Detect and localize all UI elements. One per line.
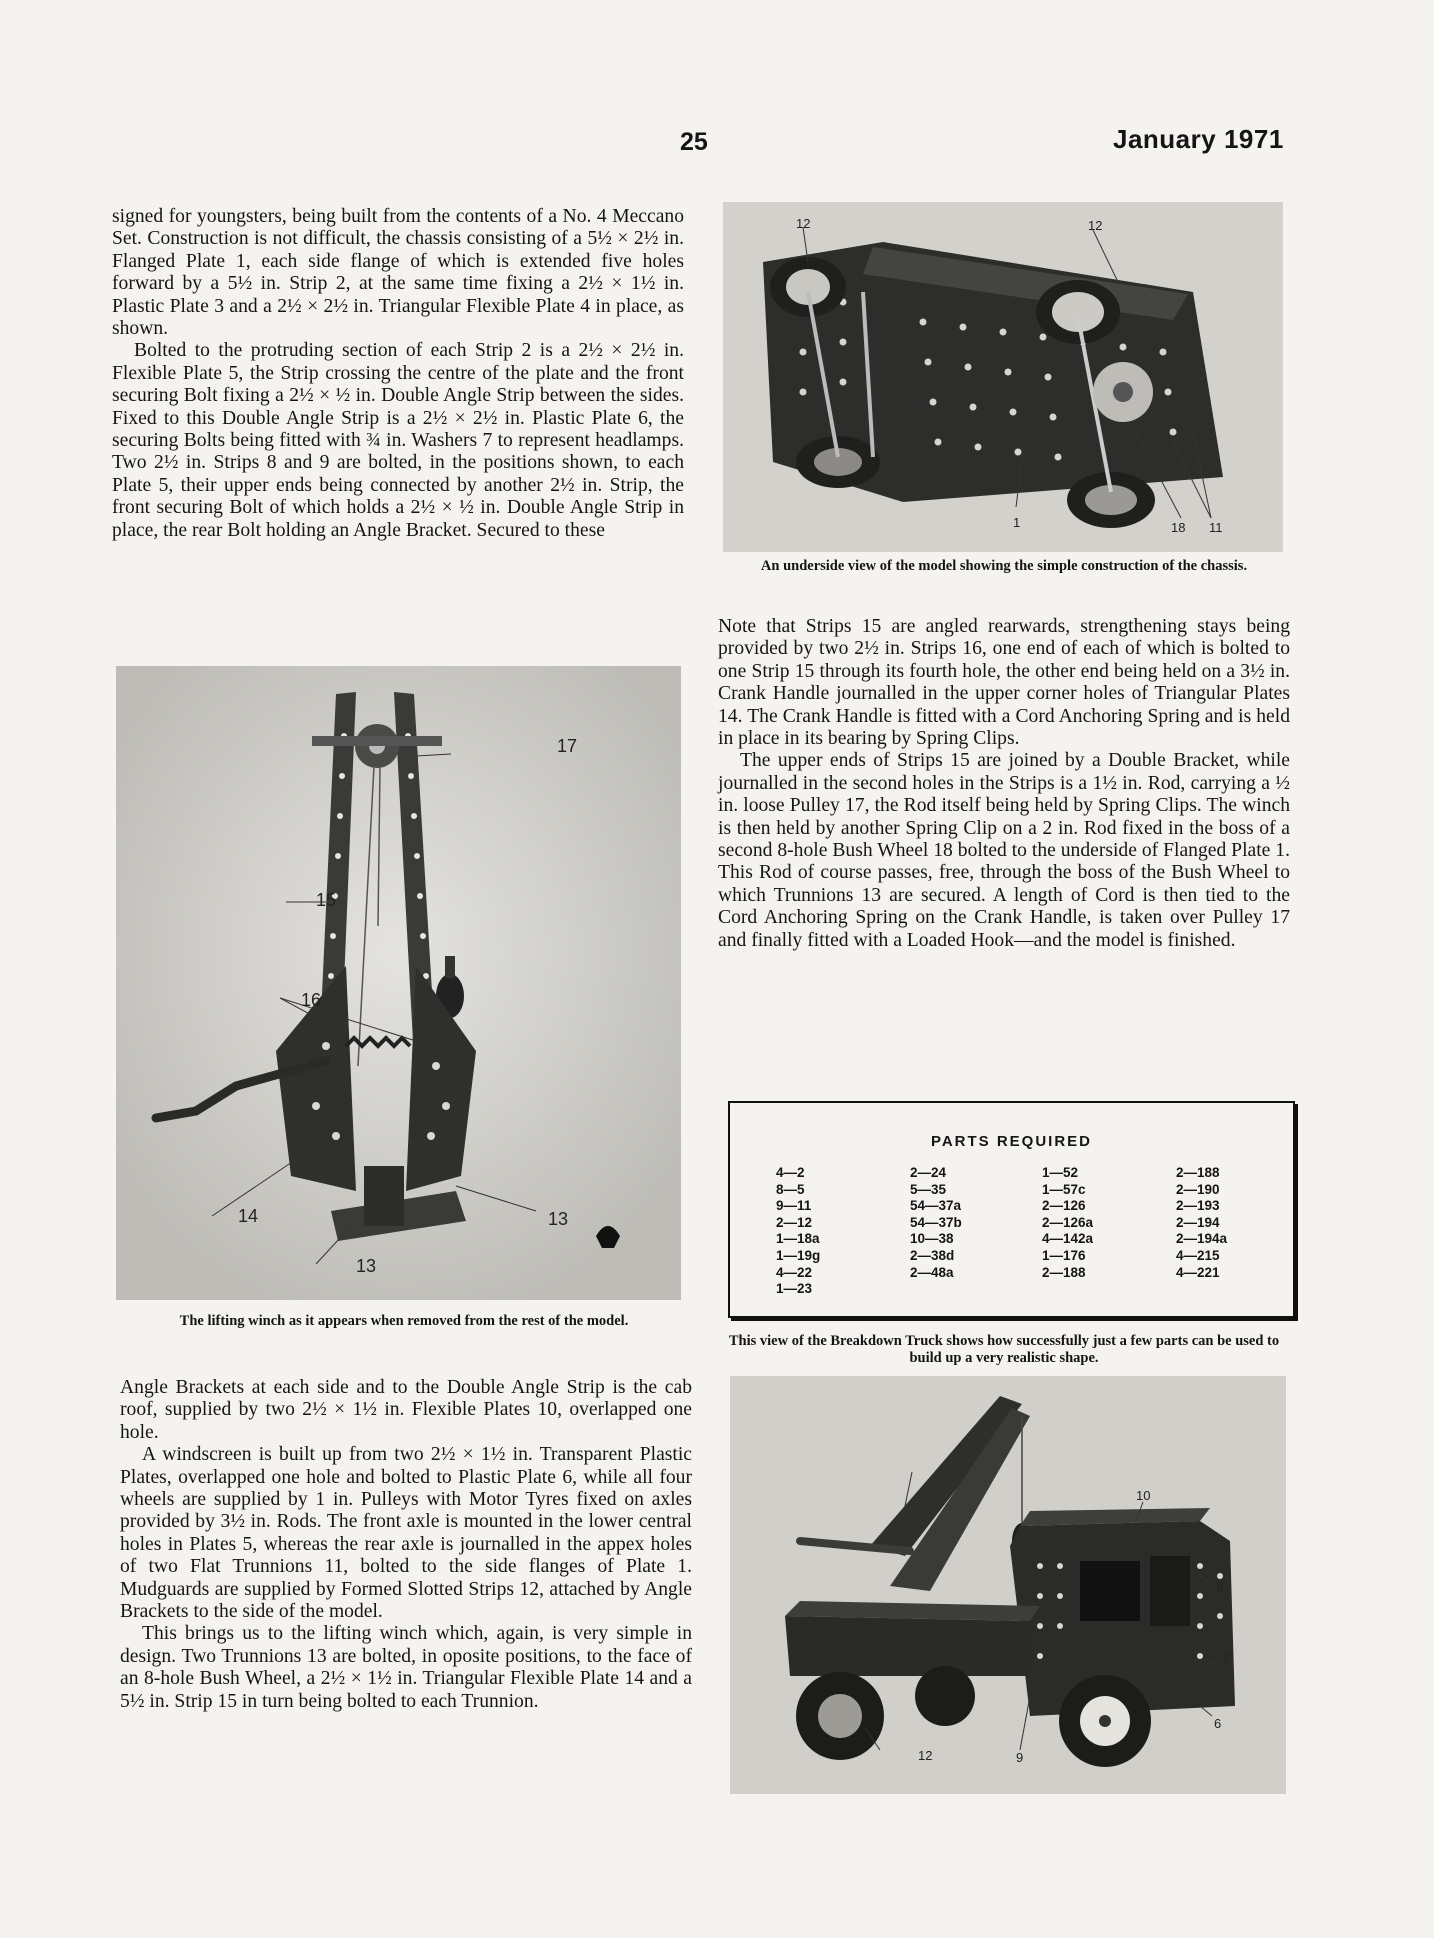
callout-9-bottom: 9 (1016, 1750, 1024, 1765)
parts-column-4 (1176, 1165, 1227, 1281)
parts-column-1 (776, 1165, 820, 1298)
part-item: 9—11 (776, 1198, 812, 1214)
paragraph: Bolted to the protruding section of each Strip 2 is a 2½ × 2½ in. Flexible Plate 5, the Strip crossing the centre of the plate and the front securing Bolt fixing a 2½ × ½ in. Double Angle Strip between the sides. Fixed to this Double Angle Strip is a 2½ × 2½ in. Plastic Plate 6, the securing Bolts being fitted with ¾ in. Washers 7 to represent headlamps. Two 2½ in. Strips 8 and 9 are bolted, in the positions shown, to each Plate 5, their upper ends being connected by another 2½ in. Strip, the front securing Bolt of which holds a 2½ × ½ in. Double Angle Strip in place, the rear Bolt holding an Angle Bracket. Secured to these (112, 340, 684, 541)
parts-column-2 (910, 1165, 962, 1281)
part-item: 1—176 (1042, 1247, 1086, 1263)
part-item: 2—48a (910, 1264, 954, 1280)
truck-photo (730, 1376, 1286, 1794)
part-item: 1—23 (776, 1281, 813, 1297)
callout-12-right: 12 (1088, 218, 1103, 233)
callout-9-right: 9 (1216, 1579, 1224, 1594)
part-item: 2—188 (1042, 1264, 1086, 1280)
column-1-bottom-text (120, 1377, 692, 1713)
truck-caption: This view of the Breakdown Truck shows how successfully just a few parts can be used to build up a very realistic shape. (728, 1333, 1280, 1366)
page-number: 25 (680, 128, 708, 156)
parts-title: PARTS REQUIRED (930, 1133, 1093, 1150)
part-item: 2—194 (1176, 1214, 1220, 1230)
part-item: 2—126 (1042, 1198, 1086, 1214)
part-item: 2—12 (776, 1214, 813, 1230)
part-item: 2—190 (1176, 1181, 1220, 1197)
part-item: 5—35 (910, 1181, 947, 1197)
winch-photo (116, 666, 681, 1300)
parts-column-3 (1042, 1165, 1093, 1281)
paragraph: signed for youngsters, being built from the contents of a No. 4 Meccano Set. Construction is not difficult, the chassis consisting of a 5½ × 2½ in. Flanged Plate 1, each side flange of which is extended five holes forward by a 5½ in. Strip 2, at the same time fixing a 2½ × 1½ in. Plastic Plate 3 and a 2½ × 2½ in. Triangular Flexible Plate 4 in place, as shown. (112, 206, 684, 340)
callout-7: 7 (1222, 1651, 1230, 1666)
callout-6: 6 (1214, 1716, 1222, 1731)
callout-13-right: 13 (548, 1209, 569, 1229)
paragraph: A windscreen is built up from two 2½ × 1½ in. Transparent Plastic Plates, overlapped one hole and bolted to Plastic Plate 6, while all four wheels are supplied by 1 in. Pulleys with Motor Tyres fixed on axles provided by 3½ in. Rods. The front axle is mounted in the lower central holes in Plates 5, whereas the rear axle is journalled in the appex holes of two Flat Trunnions 11, bolted to the side flanges of Plate 1. Mudguards are supplied by Formed Slotted Strips 12, attached by Angle Brackets to the side of the model. (120, 1444, 692, 1623)
callout-13-bottom: 13 (356, 1256, 377, 1276)
part-item: 4—221 (1176, 1264, 1220, 1280)
callout-1: 1 (1013, 515, 1021, 530)
callout-14: 14 (238, 1206, 259, 1226)
callout-12-left: 12 (796, 216, 811, 231)
part-item: 4—215 (1176, 1247, 1220, 1263)
paragraph: Note that Strips 15 are angled rearwards, strengthening stays being provided by two 2½ in. Strips 16, one end of each of which is bolted to one Strip 15 through its fourth hole, the other end being held on a 3½ in. Crank Handle journalled in the upper corner holes of Triangular Plates 14. The Crank Handle is fitted with a Cord Anchoring Spring and is held in place in its bearing by Spring Clips. (718, 616, 1290, 750)
callout-11: 11 (1209, 520, 1223, 535)
part-item: 4—142a (1042, 1231, 1094, 1247)
part-item: 2—194a (1176, 1231, 1228, 1247)
callout-18: 18 (1171, 520, 1186, 535)
part-item: 1—52 (1042, 1165, 1079, 1180)
callout-12: 12 (918, 1748, 933, 1763)
callout-15: 15 (316, 890, 337, 910)
winch-caption: The lifting winch as it appears when removed from the rest of the model. (179, 1313, 629, 1329)
part-item: 4—22 (776, 1264, 813, 1280)
part-item: 1—18a (776, 1231, 820, 1247)
part-item: 10—38 (910, 1231, 954, 1247)
underside-caption: An underside view of the model showing the simple construction of the chassis. (760, 558, 1248, 574)
paragraph: Angle Brackets at each side and to the Double Angle Strip is the cab roof, supplied by two 2½ × 1½ in. Flexible Plates 10, overlapped one hole. (120, 1377, 692, 1443)
part-item: 4—2 (776, 1165, 805, 1180)
part-item: 2—38d (910, 1247, 955, 1263)
callout-10: 10 (1136, 1488, 1151, 1503)
part-item: 2—193 (1176, 1198, 1220, 1214)
part-item: 8—5 (776, 1181, 805, 1197)
column-2-text (718, 616, 1290, 952)
part-item: 1—19g (776, 1247, 821, 1263)
parts-required-box (728, 1101, 1295, 1318)
callout-17: 17 (557, 736, 578, 756)
callout-16: 16 (301, 990, 322, 1010)
part-item: 54—37a (910, 1198, 962, 1214)
part-item: 2—126a (1042, 1214, 1094, 1230)
part-item: 2—188 (1176, 1165, 1220, 1180)
part-item: 54—37b (910, 1214, 962, 1230)
column-1-top-text (112, 206, 684, 542)
part-item: 1—57c (1042, 1181, 1086, 1197)
part-item: 2—24 (910, 1165, 947, 1180)
paragraph: This brings us to the lifting winch which, again, is very simple in design. Two Trunnions 13 are bolted, in oposite positions, to the face of an 8-hole Bush Wheel, a 2½ × 1½ in. Triangular Flexible Plate 14 and a 5½ in. Strip 15 in turn being bolted to each Trunnion. (120, 1623, 692, 1712)
paragraph: The upper ends of Strips 15 are joined by a Double Bracket, while journalled in the second holes in the Strips is a 1½ in. Rod, carrying a ½ in. loose Pulley 17, the Rod itself being held by Spring Clips. The winch is then held by another Spring Clip on a 2 in. Rod fixed in the boss of a second 8-hole Bush Wheel 18 bolted to the underside of Flanged Plate 1. This Rod of course passes, free, through the boss of the Bush Wheel to which Trunnions 13 are secured. A length of Cord is then tied to the Cord Anchoring Spring on the Crank Handle, is taken over Pulley 17 and finally fitted with a Loaded Hook—and the model is finished. (718, 750, 1290, 951)
issue-date: January 1971 (1113, 124, 1284, 154)
underside-photo (723, 202, 1283, 552)
